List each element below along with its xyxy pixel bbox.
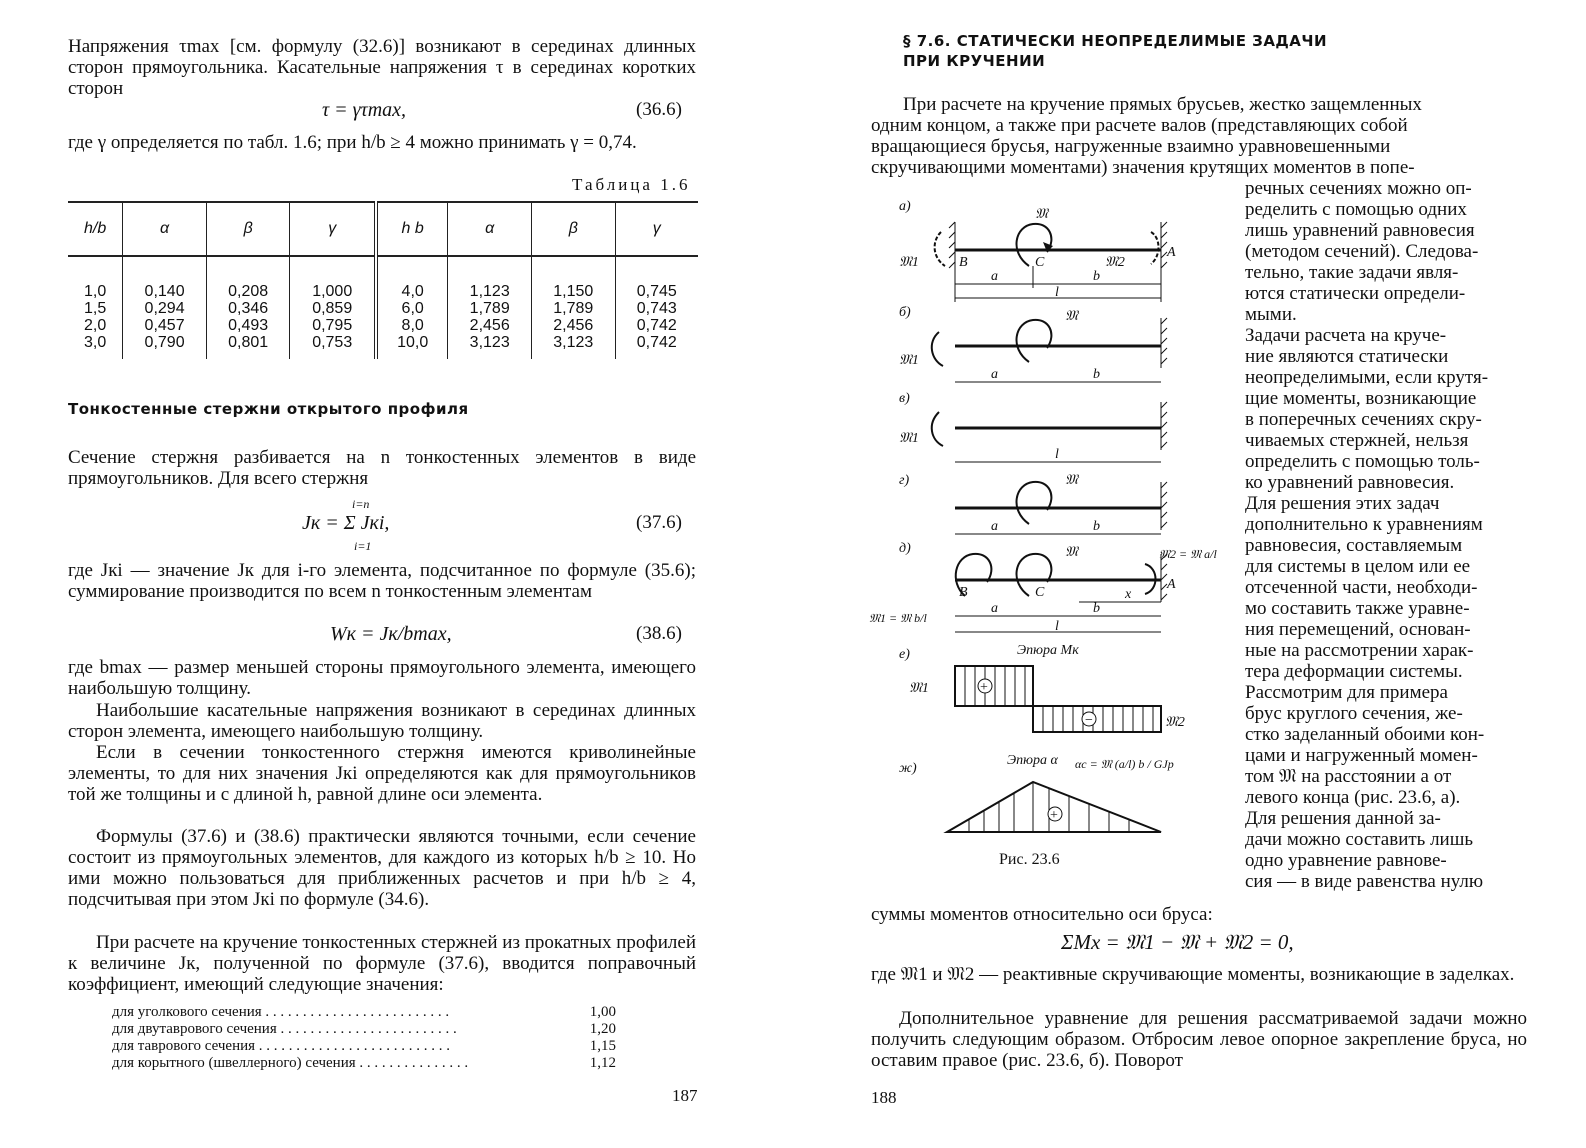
coefficient-list	[112, 1004, 616, 1072]
equation-38-6: Wк = Jк/bmax,	[330, 623, 452, 645]
label-d: д)	[899, 541, 911, 556]
paragraph-jki: где Jкi — значение Jк для i-го элемента, подсчитанное по формуле (35.6); суммирование производится по всем n тонкостенным элементам	[68, 560, 696, 602]
paragraph-additional-equation: Дополнительное уравнение для решения рассматриваемой задачи можно получить следующим образом. Отбросим левое опорное закрепление бруса, но оставим правое (рис. 23.6, б). Поворот	[871, 1008, 1527, 1071]
label-B: B	[959, 255, 968, 270]
table-header-cell: β	[532, 202, 616, 256]
coefficient-item: для уголкового сечения . . . . . . . . . . . . . . . . . . . . . . . . . 1,00	[112, 1004, 616, 1020]
label-M1-formula: 𝔐1 = 𝔐 b/l	[869, 611, 927, 625]
label-M2-formula: 𝔐2 = 𝔐 a/l	[1159, 547, 1217, 561]
diagram-g	[899, 473, 1167, 534]
label-g: г)	[899, 473, 910, 488]
paragraph-bmax: где bmax — размер меньшей стороны прямоугольного элемента, имеющего наибольшую толщину.	[68, 657, 696, 699]
plus-sign: +	[1050, 808, 1058, 823]
label-a-dim: a	[991, 601, 998, 616]
label-M: 𝔐	[1065, 545, 1078, 560]
label-l-dim: l	[1055, 285, 1059, 300]
paragraph-gamma: где γ определяется по табл. 1.6; при h/b ≥ 4 можно принимать γ = 0,74.	[68, 132, 637, 153]
paragraph-max-stress: Наибольшие касательные напряжения возникают в серединах длинных сторон элемента, имеющего наибольшую толщину.	[68, 700, 696, 742]
right-page	[793, 0, 1586, 1148]
label-C: C	[1035, 255, 1045, 270]
label-A: A	[1167, 245, 1176, 260]
label-M: 𝔐	[1065, 473, 1078, 488]
label-A: A	[1167, 577, 1176, 592]
label-B: B	[959, 585, 968, 600]
minus-sign: −	[1085, 713, 1093, 728]
label-M: 𝔐	[1035, 207, 1048, 222]
table-header-cell: β	[206, 202, 290, 256]
table-column: 1,000 0,859 0,795 0,753	[290, 256, 376, 359]
table-caption: Таблица 1.6	[572, 175, 691, 194]
sum-upper-limit: i=n	[352, 497, 370, 511]
equilibrium-equation: ΣMx = 𝔐1 − 𝔐 + 𝔐2 = 0,	[1061, 930, 1294, 954]
table-column: 0,208 0,346 0,493 0,801	[206, 256, 290, 359]
table-column: 1,150 1,789 2,456 3,123	[532, 256, 616, 359]
coefficient-item: для корытного (швеллерного) сечения . . . . . . . . . . . . . . . 1,12	[112, 1055, 616, 1071]
equation-number-37-6: (37.6)	[636, 512, 682, 533]
table-header-cell: γ	[615, 202, 698, 256]
side-text-column: речных сечениях можно оп- ределить с помощью одних лишь уравнений равновесия (методом сечений). Следова- тельно, такие задачи явля- ются статически определи- мыми. Задачи расчета на круче- ние являются статически неопределимыми, если крутя- щие моменты, возникающие в поперечных сечениях скру- чиваемых стержней, нельзя определить с помощью толь- ко уравнений равновесия. Для решения этих задач дополнительно к уравнениям равновесия, составляемым для системы в целом или ее отсеченной части, необходи- мо составить также уравне- ния перемещений, основан- ные на рассмотрении харак- тера деформации системы. Рассмотрим для примера брус круглого сечения, же- стко заделанный обоими кон- цами и нагруженный момен- том 𝔐 на расстоянии a от левого конца (рис. 23.6, а). Для решения данной за- дачи можно составить лишь одно уравнение равнове- сия — в виде равенства нулю	[1245, 178, 1489, 892]
equation-37-6: Jк = Σ Jкi,	[302, 512, 390, 534]
diagram-e-torque-epure	[899, 643, 1185, 732]
label-M1: 𝔐1	[899, 353, 919, 368]
label-M2: 𝔐2	[1105, 255, 1125, 270]
equation-36-6: τ = γτmax,	[322, 99, 407, 121]
label-l-dim: l	[1055, 447, 1059, 462]
paragraph-statically-determinate: При расчете на кручение прямых брусьев, жестко защемленных одним концом, а также при расчете валов (представляющих собой вращающиеся брусья, нагруженные взаимно уравновешенными скручивающими моментами) значения крутящих моментов в попе-	[871, 94, 1422, 178]
label-a-dim: a	[991, 269, 998, 284]
table-column: 0,140 0,294 0,457 0,790	[123, 256, 207, 359]
table-column: 0,745 0,743 0,742 0,742	[615, 256, 698, 359]
paragraph-curved: Если в сечении тонкостенного стержня имеются криволинейные элементы, то для них значения Jкi определяются как для прямоугольников той же толщины и с длиной h, равной длине оси элемента.	[68, 742, 696, 805]
label-zh: ж)	[899, 761, 917, 776]
sum-lower-limit: i=1	[354, 539, 372, 553]
diagram-a	[899, 199, 1176, 302]
section-heading-thin-walled: Тонкостенные стержни открытого профиля	[68, 400, 469, 418]
figure-caption: Рис. 23.6	[999, 851, 1060, 868]
table-1-6	[68, 201, 698, 359]
label-M1: 𝔐1	[899, 431, 919, 446]
label-C: C	[1035, 585, 1045, 600]
label-l-dim: l	[1055, 619, 1059, 634]
paragraph-reactive-moments: где 𝔐1 и 𝔐2 — реактивные скручивающие моменты, возникающие в заделках.	[871, 964, 1515, 985]
paragraph-stress-intro: Напряжения τmax [см. формулу (32.6)] возникают в серединах длинных сторон прямоугольника. Касательные напряжения τ в серединах коротких сторон	[68, 36, 696, 99]
paragraph-rolled: При расчете на кручение тонкостенных стержней из прокатных профилей к величине Jк, полученной по формуле (37.6), вводится поправочный коэффициент, имеющий следующие значения:	[68, 932, 696, 995]
equation-number-36-6: (36.6)	[636, 99, 682, 120]
label-v: в)	[899, 391, 910, 406]
paragraph-sum-moments: суммы моментов относительно оси бруса:	[871, 904, 1213, 925]
label-b-dim: b	[1093, 367, 1100, 382]
table-header-row	[68, 202, 698, 256]
label-e: е)	[899, 647, 910, 662]
paragraph-section: Сечение стержня разбивается на n тонкостенных элементов в виде прямоугольников. Для всего стержня	[68, 447, 696, 489]
diagram-b	[899, 305, 1167, 382]
coefficient-item: для таврового сечения . . . . . . . . . . . . . . . . . . . . . . . . . . 1,15	[112, 1038, 616, 1054]
section-heading-line2: ПРИ КРУЧЕНИИ	[903, 52, 1046, 70]
paragraph-formulas: Формулы (37.6) и (38.6) практически являются точными, если сечение состоит из прямоугольных элементов, для каждого из которых h/b ≥ 10. Но ими можно пользоваться для приближенных расчетов и при h/b ≥ 4, подсчитывая при этом Jкi по формуле (34.6).	[68, 826, 696, 910]
label-a: а)	[899, 199, 911, 214]
label-x-dim: x	[1125, 587, 1132, 602]
table-column: 1,123 1,789 2,456 3,123	[448, 256, 532, 359]
table-body-row	[68, 256, 698, 359]
label-M2: 𝔐2	[1165, 715, 1185, 730]
label-b-dim: b	[1093, 269, 1100, 284]
diagram-zh-angle-epure	[899, 753, 1174, 832]
table-header-cell: γ	[290, 202, 376, 256]
label-a-dim: a	[991, 519, 998, 534]
table-column: 4,0 6,0 8,0 10,0	[376, 256, 448, 359]
label-b-dim: b	[1093, 601, 1100, 616]
table-header-cell: α	[123, 202, 207, 256]
page-number: 188	[871, 1088, 897, 1107]
label-alpha-c: αc = 𝔐 (a/l) b / GJp	[1075, 757, 1174, 771]
label-M1: 𝔐1	[909, 681, 929, 696]
label-M1: 𝔐1	[899, 255, 919, 270]
label-epure-alpha: Эпюра α	[1007, 753, 1058, 768]
equation-number-38-6: (38.6)	[636, 623, 682, 644]
label-b: б)	[899, 305, 911, 320]
label-a-dim: a	[991, 367, 998, 382]
label-b-dim: b	[1093, 519, 1100, 534]
plus-sign: +	[980, 680, 988, 695]
table-header-cell: h b	[376, 202, 448, 256]
figure-23-6	[869, 192, 1241, 872]
label-epure-M: Эпюра Mк	[1017, 643, 1079, 658]
label-M: 𝔐	[1065, 309, 1078, 324]
table-header-cell: α	[448, 202, 532, 256]
section-heading-line1: § 7.6. СТАТИЧЕСКИ НЕОПРЕДЕЛИМЫЕ ЗАДАЧИ	[903, 32, 1328, 50]
table-column: 1,0 1,5 2,0 3,0	[84, 283, 107, 351]
diagram-d	[869, 541, 1218, 634]
page-number: 187	[672, 1086, 698, 1105]
diagram-v	[899, 391, 1167, 462]
table-header-cell: h/b	[68, 202, 123, 256]
coefficient-item: для двутаврового сечения . . . . . . . . . . . . . . . . . . . . . . . . 1,20	[112, 1021, 616, 1037]
